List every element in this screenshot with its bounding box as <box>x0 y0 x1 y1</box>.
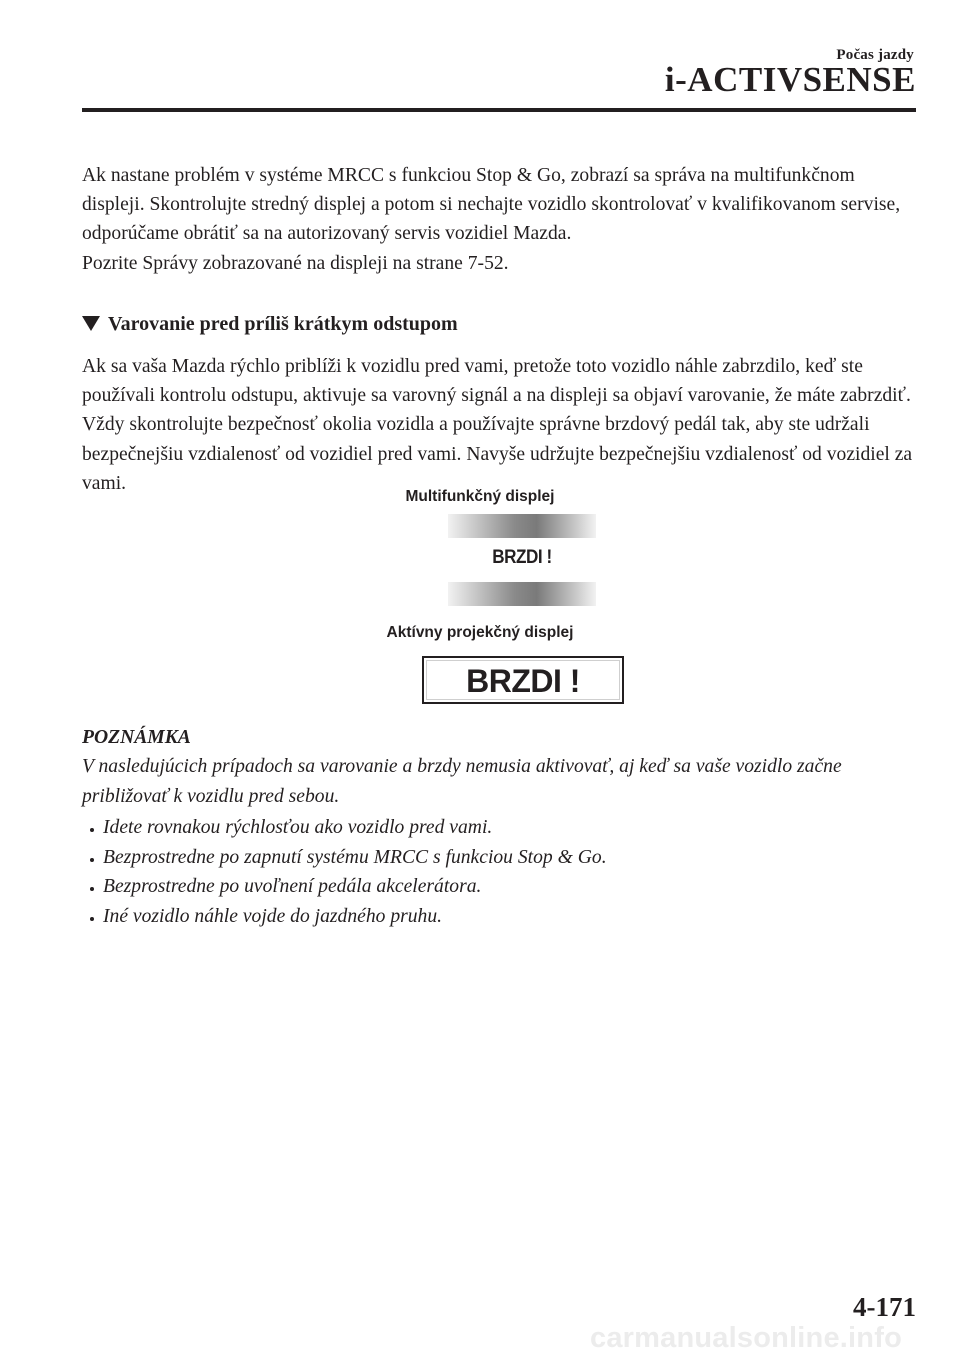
multifunction-display-illustration <box>448 514 596 606</box>
ahud-label: Aktívny projekčný displej <box>386 624 574 641</box>
bullet-icon <box>90 828 94 832</box>
header-rule <box>82 108 916 112</box>
list-item-text: Bezprostredne po uvoľnení pedála akcelerátora. <box>103 876 482 897</box>
display-band-bottom <box>448 582 596 606</box>
section-heading-text: Varovanie pred príliš krátkym odstupom <box>108 313 458 335</box>
note-title: POZNÁMKA <box>82 727 191 748</box>
intro-reference: Pozrite Správy zobrazované na displeji na strane 7-52. <box>82 252 509 274</box>
note-list <box>88 813 607 931</box>
bullet-icon <box>90 887 94 891</box>
list-item <box>88 843 607 873</box>
mfd-label: Multifunkčný displej <box>405 488 555 505</box>
warning-paragraph: Ak sa vaša Mazda rýchlo priblíži k vozidlu pred vami, pretože toto vozidlo náhle zabrzdilo, keď ste používali kontrolu odstupu, aktivuje sa varovný signál a na displeji sa objaví varovanie, že máte zabrzdiť. Vždy skontrolujte bezpečnosť okolia vozidla a používajte správne brzdový pedál tak, aby ste udržali bezpečnejšiu vzdialenosť od vozidiel pred vami. Navyše udržujte bezpečnejšiu vzdialenosť od vozidiel za vami. <box>82 356 913 494</box>
ahud-warning-message: BRZDI ! <box>426 660 620 700</box>
mfd-warning-message: BRZDI ! <box>492 547 552 568</box>
display-band-top <box>448 514 596 538</box>
watermark: carmanualsonline.info <box>590 1322 902 1354</box>
bullet-icon <box>90 858 94 862</box>
section-label: Počas jazdy <box>836 47 914 63</box>
intro-text: Ak nastane problém v systéme MRCC s funkciou Stop & Go, zobrazí sa správa na multifunkčnom displeji. Skontrolujte stredný displej a potom si nechajte vozidlo skontrolovať v kvalifikovanom servise, odporúčame obrátiť sa na autorizovaný servis vozidiel Mazda. <box>82 165 901 245</box>
list-item <box>88 813 607 843</box>
note-text: V nasledujúcich prípadoch sa varovanie a brzdy nemusia aktivovať, aj keď sa vaše vozidlo začne približovať k vozidlu pred sebou. <box>82 756 842 807</box>
page-number: 4-171 <box>853 1292 916 1322</box>
bullet-icon <box>90 917 94 921</box>
chapter-title: i-ACTIVSENSE <box>664 60 916 99</box>
list-item-text: Bezprostredne po zapnutí systému MRCC s funkciou Stop & Go. <box>103 846 607 868</box>
intro-paragraph <box>82 161 922 278</box>
section-heading <box>82 309 458 339</box>
triangle-marker-icon <box>82 316 100 331</box>
list-item <box>88 902 607 932</box>
active-driving-display-illustration <box>422 656 624 704</box>
list-item-text: Iné vozidlo náhle vojde do jazdného pruhu. <box>103 905 443 927</box>
list-item <box>88 872 607 902</box>
list-item-text: Idete rovnakou rýchlosťou ako vozidlo pred vami. <box>103 817 493 838</box>
